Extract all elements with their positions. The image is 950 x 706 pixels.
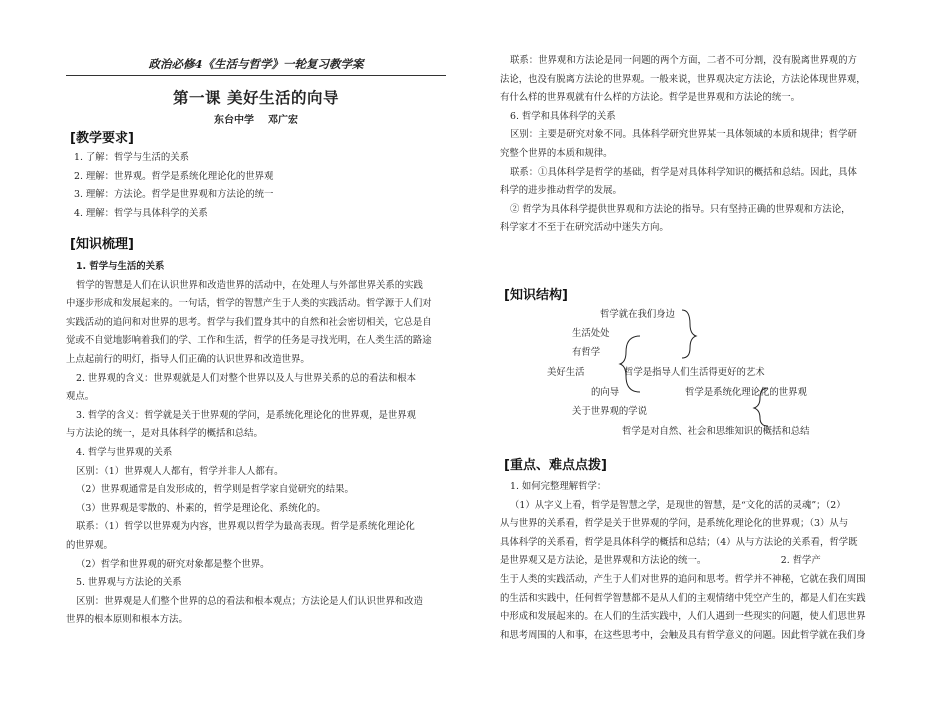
text-line: （2）世界观通常是自发形成的，哲学则是哲学家自觉研究的结果。 <box>76 484 354 496</box>
text-line: 中逐步形成和发展起来的。一句话，哲学的智慧产生于人类的实践活动。哲学源于人们对 <box>66 298 432 310</box>
text-line: 上点起前行的明灯，指导人们正确的认识世界和改造世界。 <box>66 353 310 365</box>
node-good-life: 美好生活 <box>547 367 585 378</box>
bracket-top <box>682 310 696 358</box>
text-line: 联系：（1）哲学以世界观为内容，世界观以哲学为最高表现。哲学是系统化理论化 <box>76 521 415 533</box>
text-line: 哲学的智慧是人们在认识世界和改造世界的活动中，在处理人与外部世界关系的实践 <box>76 279 423 291</box>
node-systematic-worldview: 哲学是系统化理论化的世界观 <box>685 387 807 398</box>
text-line: 与方法论的统一，是对具体科学的概括和总结。 <box>66 428 263 440</box>
node-life-everywhere: 生活处处 <box>572 328 610 339</box>
text-line: 科学的进步推动哲学的发展。 <box>500 185 622 197</box>
text-line: 有什么样的世界观就有什么样的方法论。哲学是世界观和方法论的统一。 <box>500 92 801 104</box>
text-line: 5. 世界观与方法论的关系 <box>76 577 182 589</box>
text-line: 具体科学的关系看，哲学是具体科学的概括和总结；（4）从与方法论的关系看，哲学既 <box>500 536 858 548</box>
text-line: 生于人类的实践活动，产生于人们对世界的追问和思考。哲学并不神秘，它就在我们周围 <box>500 573 866 585</box>
keypoints-heading: [重点、难点点拨] <box>504 458 607 473</box>
node-philosophy-near-us: 哲学就在我们身边 <box>600 309 676 320</box>
text-line: 1. 如何完整理解哲学： <box>510 481 607 492</box>
text-line: 世界的根本原则和根本方法。 <box>66 614 188 626</box>
knowledge-structure-diagram <box>500 300 910 445</box>
knowledge-body <box>66 258 446 630</box>
continuation-body <box>500 52 910 238</box>
node-guide: 的向导 <box>591 387 620 398</box>
text-line: 和思考周围的人和事，在这些思考中，会触及具有哲学意义的问题。因此哲学就在我们身 <box>500 629 866 641</box>
text-line: 联系：世界观和方法论是同一问题的两个方面，二者不可分割，没有脱离世界观的方 <box>510 55 857 66</box>
author-line: 东台中学 邓广宏 <box>214 115 298 126</box>
text-line: 区别：世界观是人们整个世界的总的看法和根本观点；方法论是人们认识世界和改造 <box>76 595 423 607</box>
text-line: 区别：（1）世界观人人都有，哲学并非人人都有。 <box>76 465 284 477</box>
text-line: 科学家才不至于在研究活动中迷失方向。 <box>500 222 669 234</box>
text-line: 2. 世界观的含义：世界观就是人们对整个世界以及人与世界关系的总的看法和根本 <box>76 372 417 384</box>
node-worldview-theory: 关于世界观的学说 <box>572 406 648 417</box>
requirements-list <box>74 149 273 223</box>
text-line: 区别：主要是研究对象不同。具体科学研究世界某一具体领域的本质和规律；哲学研 <box>510 129 857 141</box>
node-has-philosophy: 有哲学 <box>572 347 601 358</box>
text-line: 3. 哲学的含义：哲学就是关于世界观的学问，是系统化理论化的世界观，是世界观 <box>76 409 417 421</box>
text-line: 1. 哲学与生活的关系 <box>76 261 165 272</box>
text-line: （1）从字义上看，哲学是智慧之学，是现世的智慧，是“文化的活的灵魂”；（2） <box>510 499 846 511</box>
node-art-of-living: 哲学是指导人们生活得更好的艺术 <box>624 367 765 378</box>
text-line: 法论，也没有脱离方法论的世界观。一般来说，世界观决定方法论，方法论体现世界观， <box>500 73 866 85</box>
text-line: 究整个世界的本质和规律。 <box>500 147 613 159</box>
text-line: （2）哲学和世界观的研究对象都是整个世界。 <box>76 558 270 570</box>
text-line: 实践活动的追问和对世界的思考。哲学与我们置身其中的自然和社会密切相关，它总是自 <box>66 316 432 328</box>
text-line: （3）世界观是零散的、朴素的，哲学是理论化、系统化的。 <box>76 502 326 514</box>
structure-heading: [知识结构] <box>504 288 568 303</box>
lesson-title: 第一课 美好生活的向导 <box>173 89 339 107</box>
requirements-heading: [教学要求] <box>70 131 134 146</box>
text-line: 觉或不自觉地影响着我们的学、工作和生活，哲学的任务是寻找光明，在人类生活的路途 <box>66 335 432 347</box>
list-item: 2. 理解：世界观。哲学是系统化理论化的世界观 <box>74 170 274 182</box>
text-line: 中形成和发展起来的。在人们的生活实践中，人们人遇到一些现实的问题，使人们思世界 <box>500 611 866 623</box>
text-line: 6. 哲学和具体科学的关系 <box>510 110 616 122</box>
text-line: 是世界观又是方法论，是世界观和方法论的统一。 2. 哲学产 <box>500 555 821 567</box>
knowledge-heading: [知识梳理] <box>70 237 134 252</box>
text-line: 联系：①具体科学是哲学的基础，哲学是对具体科学知识的概括和总结。因此，具体 <box>510 166 857 178</box>
text-line: 从与世界的关系看，哲学是关于世界观的学问，是系统化理论化的世界观；（3）从与 <box>500 518 849 530</box>
list-item: 3. 理解：方法论。哲学是世界观和方法论的统一 <box>74 189 274 201</box>
text-line: 4. 哲学与世界观的关系 <box>76 446 173 458</box>
text-line: 的生活和实践中，任何哲学智慧都不是从人们的主观情绪中凭空产生的，都是人们在实践 <box>500 592 866 604</box>
list-item: 1. 了解：哲学与生活的关系 <box>74 152 190 163</box>
text-line: ② 哲学为具体科学提供世界观和方法论的指导。只有坚持正确的世界观和方法论， <box>510 203 851 215</box>
keypoints-body <box>500 478 910 645</box>
node-summary-of-knowledge: 哲学是对自然、社会和思维知识的概括和总结 <box>622 426 810 437</box>
text-line: 观点。 <box>66 391 95 403</box>
text-line: 的世界观。 <box>66 539 113 551</box>
header-divider <box>66 75 446 76</box>
list-item: 4. 理解：哲学与具体科学的关系 <box>74 207 208 219</box>
series-title: 政治必修4《生活与哲学》一轮复习教学案 <box>148 57 364 71</box>
